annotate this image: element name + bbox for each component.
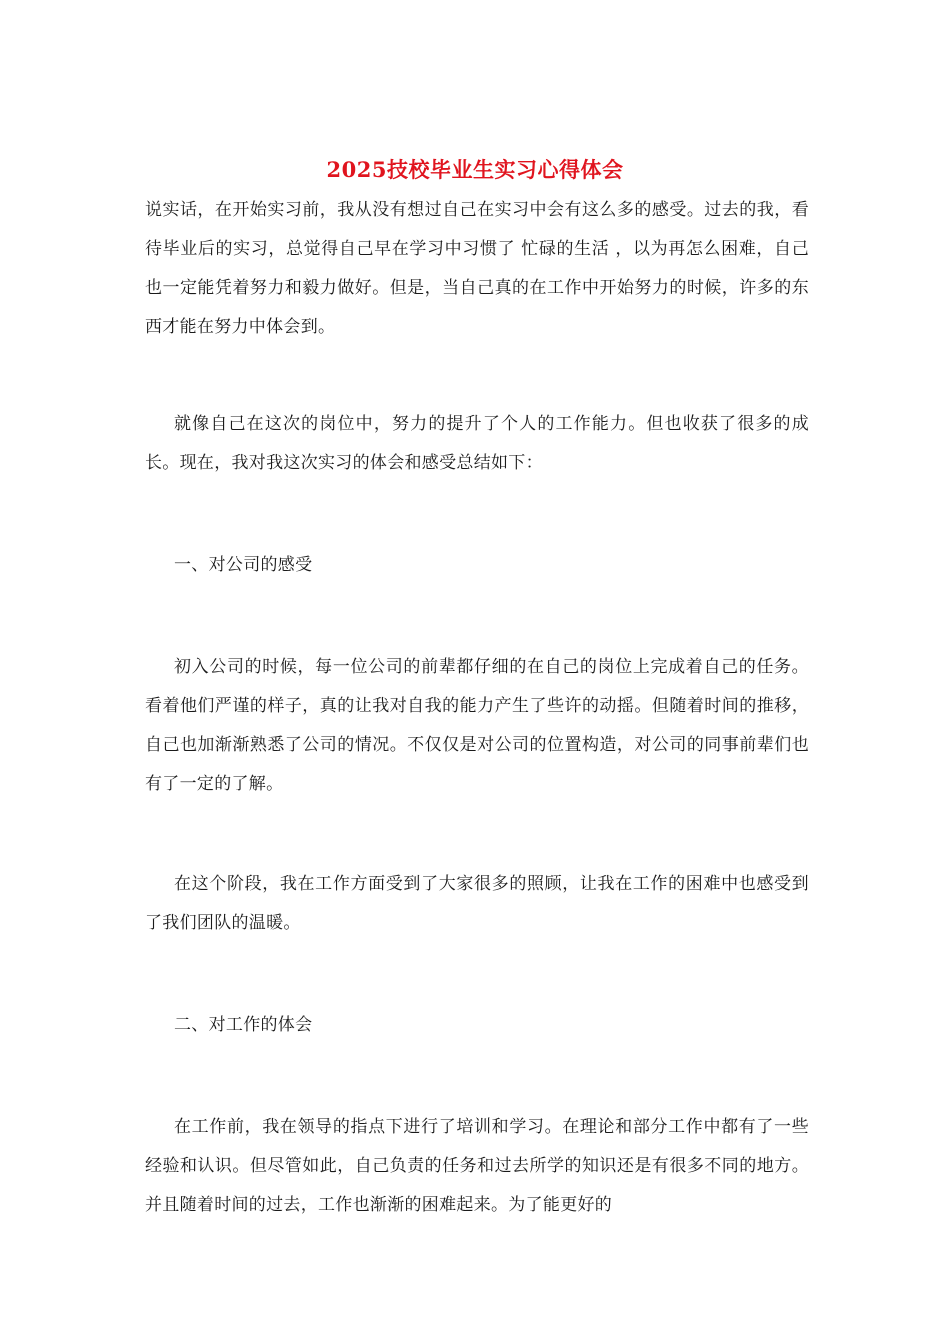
document-title: 2025技校毕业生实习心得体会 xyxy=(326,157,624,182)
paragraph-team: 在这个阶段，我在工作方面受到了大家很多的照顾，让我在工作的困难中也感受到了我们团队的温暖。 xyxy=(145,874,809,933)
paragraph-intro: 说实话，在开始实习前，我从没有想过自己在实习中会有这么多的感受。过去的我，看待毕业后的实习，总觉得自己早在学习中习惯了 忙碌的生活 ，以为再怎么困难，自己也一定能凭着努力和毅力做好。但是，当自己真的在工作中开始努力的时候，许多的东西才能在努力中体会到。 xyxy=(145,200,809,337)
paragraph-work: 在工作前，我在领导的指点下进行了培训和学习。在理论和部分工作中都有了一些经验和认识。但尽管如此，自己负责的任务和过去所学的知识还是有很多不同的地方。并且随着时间的过去，工作也渐渐的困难起来。为了能更好的 xyxy=(145,1117,809,1215)
section-heading-company: 一、对公司的感受 xyxy=(174,555,313,575)
paragraph-growth: 就像自己在这次的岗位中，努力的提升了个人的工作能力。但也收获了很多的成长。现在，我对我这次实习的体会和感受总结如下： xyxy=(145,414,809,473)
section-heading-work: 二、对工作的体会 xyxy=(174,1015,313,1035)
paragraph-company: 初入公司的时候，每一位公司的前辈都仔细的在自己的岗位上完成着自己的任务。看着他们严谨的样子，真的让我对自我的能力产生了些许的动摇。但随着时间的推移，自己也加渐渐熟悉了公司的情况。不仅仅是对公司的位置构造，对公司的同事前辈们也有了一定的了解。 xyxy=(145,657,809,794)
